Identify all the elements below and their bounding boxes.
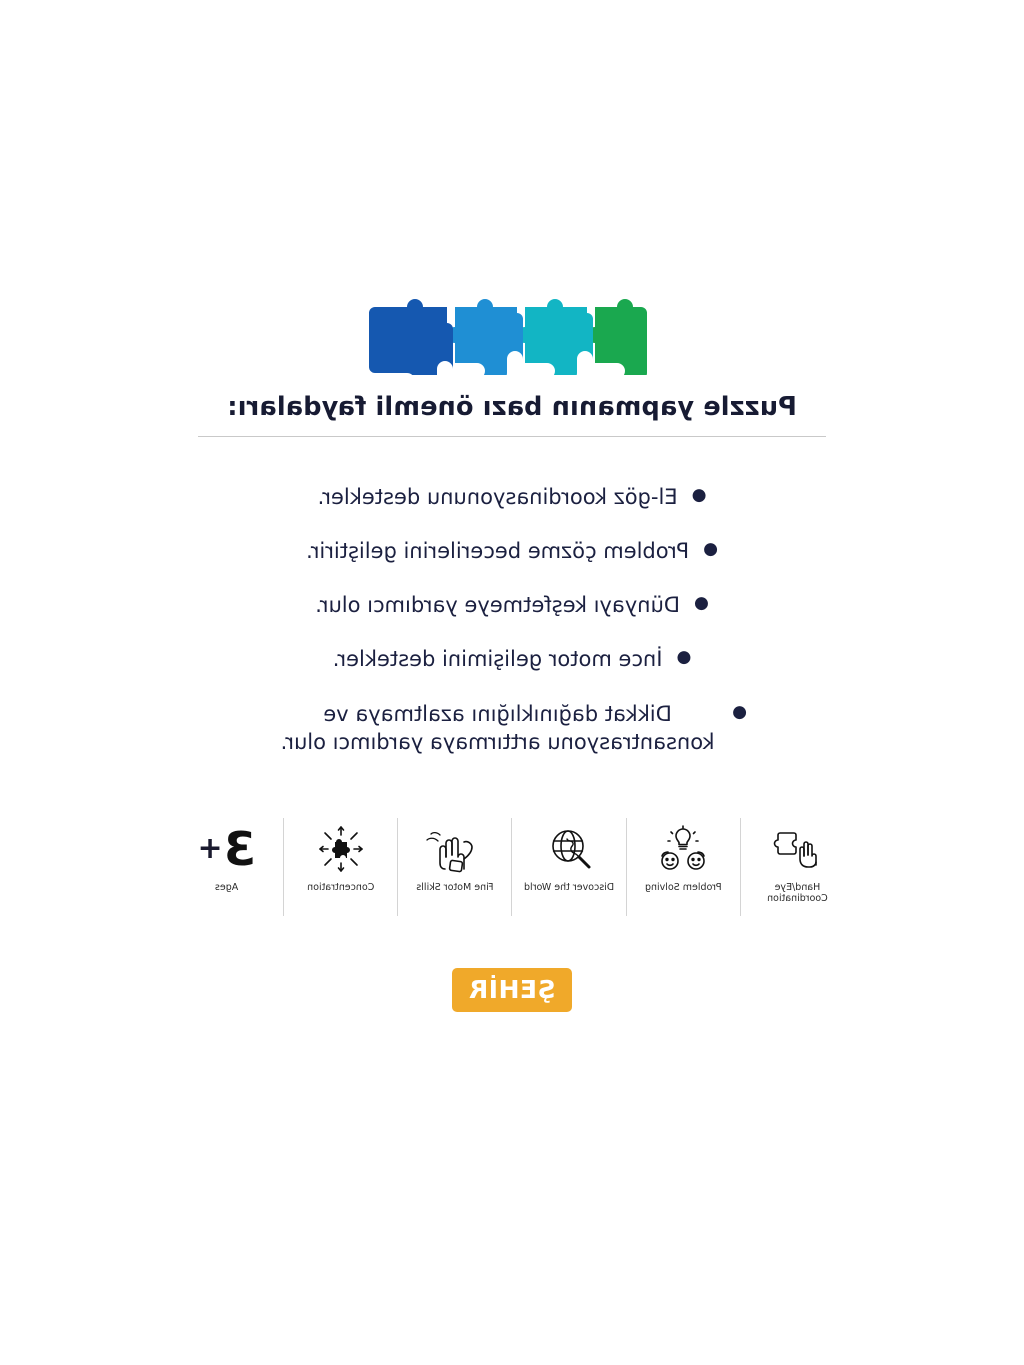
puzzle-logo-svg [359, 297, 665, 375]
benefit-text: İnce motor gelişimini destekler. [332, 647, 663, 672]
page-title: Puzzle yapmanın bazı önemli faydaları: [227, 392, 797, 422]
bullet-icon: ● [732, 701, 747, 722]
benefit-text: El-göz koordinasyonunu destekler. [317, 485, 678, 509]
age-plus-sign: + [197, 830, 223, 866]
age-number: 3 [224, 821, 256, 876]
list-item [277, 700, 747, 756]
feature-age [170, 818, 283, 916]
bullet-icon: ● [703, 539, 718, 560]
concentration-icon [314, 818, 368, 880]
benefits-list [182, 483, 842, 756]
icon-label: Concentration [307, 881, 375, 893]
icon-label: Ages [214, 881, 239, 893]
brand-badge [452, 968, 571, 1012]
icon-label: Problem Solving [644, 881, 722, 893]
hand-eye-coordination-icon [770, 818, 824, 880]
brand-name: ŞEHİR [468, 974, 556, 1004]
bullet-icon: ● [676, 647, 692, 668]
puzzle-logo [359, 296, 665, 376]
bullet-icon: ● [691, 485, 707, 505]
feature-concentration [283, 818, 397, 916]
discover-the-world-icon [542, 818, 596, 880]
fine-motor-skills-icon [426, 818, 484, 880]
benefit-text: Dikkat dağınıklığını azaltmaya ve konsantrasyonu arttırmaya yardımcı olur. [280, 701, 715, 754]
list-item [318, 483, 707, 511]
feature-icon-strip [170, 818, 854, 916]
age-icon [198, 818, 256, 880]
bullet-icon: ● [694, 593, 709, 614]
list-item [333, 645, 692, 673]
feature-fine-motor-skills [397, 818, 511, 916]
benefit-text: Problem çözme becerilerini geliştirir. [306, 539, 690, 564]
icon-label: Discover the World [524, 881, 615, 893]
feature-discover-the-world [512, 818, 626, 916]
problem-solving-icon [654, 818, 712, 880]
title-divider [198, 436, 826, 437]
feature-hand-eye-coordination [740, 818, 854, 916]
feature-problem-solving [626, 818, 740, 916]
benefit-text: Dünyayı keşfetmeye yardımcı olur. [315, 593, 681, 618]
list-item [306, 537, 718, 565]
icon-label: Fine Motor Skills [416, 881, 494, 893]
list-item [315, 591, 709, 619]
icon-label: Hand/Eye Coordination [767, 881, 828, 905]
